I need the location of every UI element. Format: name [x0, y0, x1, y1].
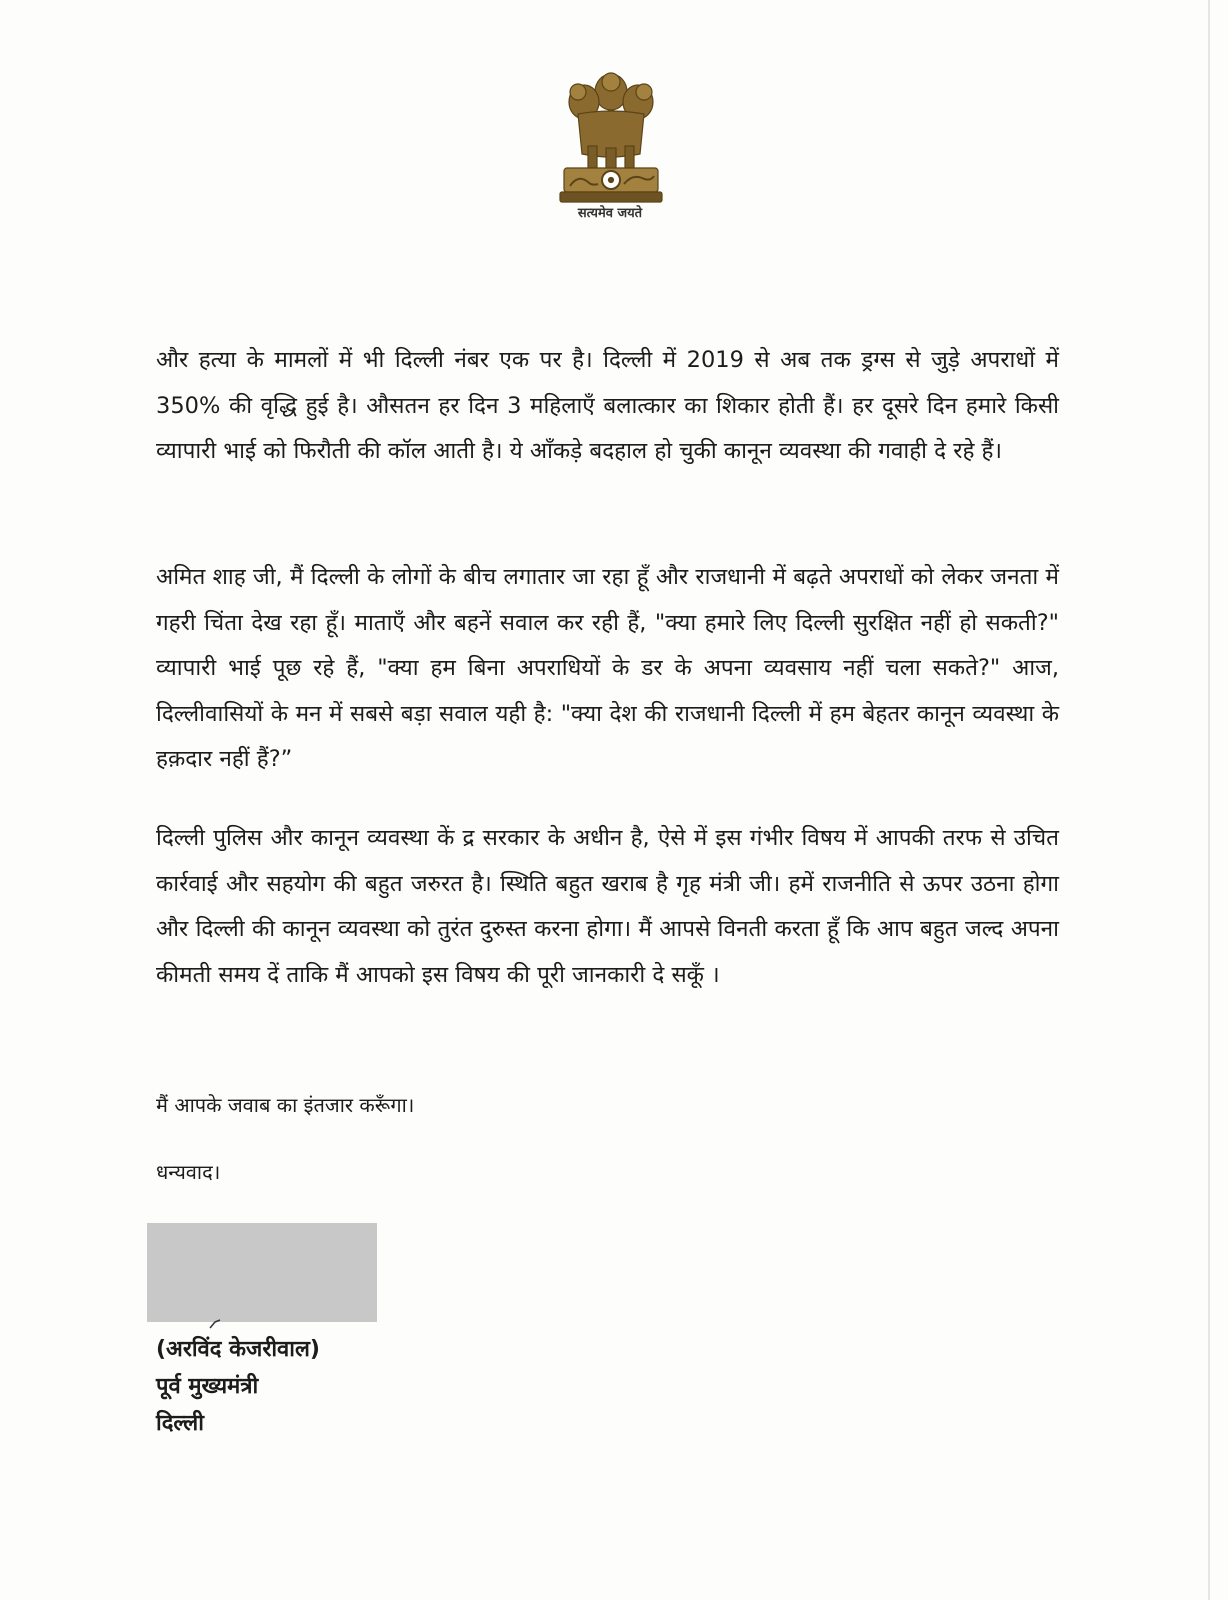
signer-name: (अरविंद केजरीवाल) — [156, 1337, 320, 1362]
state-emblem-icon — [556, 62, 666, 212]
paragraph-1: और हत्या के मामलों में भी दिल्ली नंबर एक पर है। दिल्ली में 2019 से अब तक ड्रग्स से जुड़े अपराधों में 350% की वृद्धि हुई है। औसतन हर दिन 3 महिलाएँ बलात्कार का शिकार होती हैं। हर दूसरे दिन हमारे किसी व्यापारी भाई को फिरौती की कॉल आती है। ये आँकड़े बदहाल हो चुकी कानून व्यवस्था की गवाही दे रहे हैं। — [156, 347, 1059, 464]
page-edge — [1208, 0, 1210, 1600]
signature-redaction-box — [147, 1223, 377, 1322]
emblem-motto: सत्यमेव जयते — [577, 206, 643, 221]
thanks-line: धन्यवाद। — [156, 1160, 221, 1184]
signature-stroke-icon — [208, 1318, 224, 1330]
closing-line: मैं आपके जवाब का इंतजार करूँगा। — [156, 1093, 415, 1117]
paragraph-3: दिल्ली पुलिस और कानून व्यवस्था कें द्र सरकार के अधीन है, ऐसे में इस गंभीर विषय में आपकी तरफ से उचित कार्रवाई और सहयोग की बहुत जरुरत है। स्थिति बहुत खराब है गृह मंत्री जी। हमें राजनीति से ऊपर उठना होगा और दिल्ली की कानून व्यवस्था को तुरंत दुरुस्त करना होगा। मैं आपसे विनती करता हूँ कि आप बहुत जल्द अपना कीमती समय दें ताकि मैं आपको इस विषय की पूरी जानकारी दे सकूँ । — [156, 825, 1059, 988]
signer-place: दिल्ली — [156, 1411, 204, 1436]
signer-title: पूर्व मुख्यमंत्री — [156, 1374, 259, 1399]
paragraph-2: अमित शाह जी, मैं दिल्ली के लोगों के बीच लगातार जा रहा हूँ और राजधानी में बढ़ते अपराधों को लेकर जनता में गहरी चिंता देख रहा हूँ। माताएँ और बहनें सवाल कर रही हैं, "क्या हमारे लिए दिल्ली सुरक्षित नहीं हो सकती?" व्यापारी भाई पूछ रहे हैं, "क्या हम बिना अपराधियों के डर के अपना व्यवसाय नहीं चला सकते?" आज, दिल्लीवासियों के मन में सबसे बड़ा सवाल यही है: "क्या देश की राजधानी दिल्ली में हम बेहतर कानून व्यवस्था के हक़दार नहीं हैं?” — [156, 564, 1059, 772]
